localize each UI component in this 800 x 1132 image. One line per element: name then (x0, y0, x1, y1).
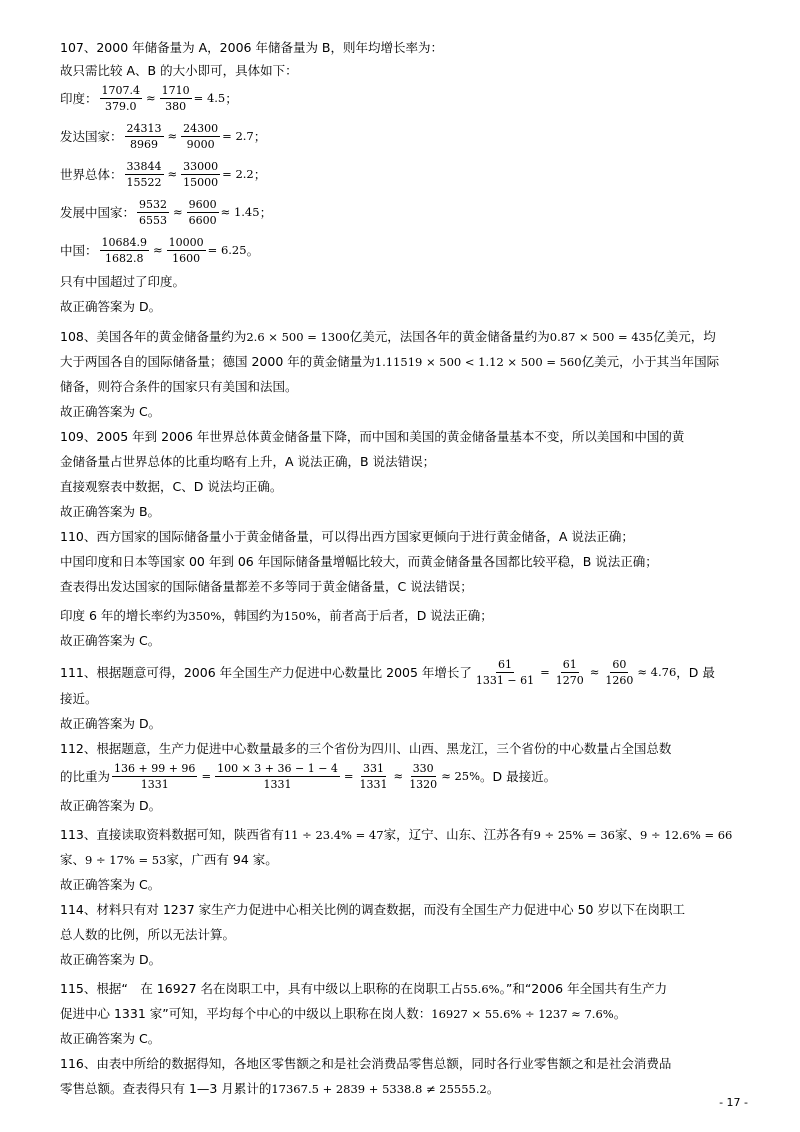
q112-fraction-2: $\frac{100 \times 3 + 36 - 1 - 4}{1331}$ (217, 761, 338, 791)
q111-answer: 故正确答案为 D。 (60, 716, 162, 731)
document-body (60, 40, 750, 1097)
q113-math-4: 9 ÷ 17% = 53 (85, 853, 167, 867)
q107-fraction-approx: $\frac{1710}{380}$ (161, 83, 190, 113)
q107-answer: 故正确答案为 D。 (60, 299, 162, 314)
q111-fraction-3: $\frac{60}{1260}$ (605, 657, 634, 687)
q107-row: 中国： $\frac{10684.9}{1682.8}$ ≈ $\frac{10000}{1600}$ = 6.25 。 (60, 235, 260, 265)
q111-result: ≈ 4.76 (637, 665, 677, 679)
q113-answer: 故正确答案为 C。 (60, 877, 161, 892)
q107-row-label: 印度： (60, 91, 98, 106)
q112-line-1: 112、根据题意，生产力促进中心数量最多的三个省份为四川、山西、黑龙江，三个省份的中心数量占全国总数 (60, 741, 672, 756)
q107-row-label: 发展中国家： (60, 205, 136, 220)
q107-intro: 107、2000 年储备量为 A，2006 年储备量为 B，则年均增长率为： (60, 40, 444, 55)
q110-answer: 故正确答案为 C。 (60, 633, 161, 648)
q109-line-2: 金储备量占世界总体的比重均略有上升，A 说法正确，B 说法错误； (60, 454, 436, 469)
q116-line-2: 零售总额。查表得只有 1—3 月累计的17367.5 + 2839 + 5338.8 ≠ 25555.2。 (60, 1081, 500, 1096)
q107-fraction-list (60, 79, 750, 269)
q111-fraction-1: $\frac{61}{1331 - 61}$ (475, 657, 535, 687)
q107-fraction-approx: $\frac{33000}{15000}$ (183, 159, 219, 189)
q107-row-result: = 2.7 (222, 129, 254, 143)
q112-answer: 故正确答案为 D。 (60, 798, 162, 813)
q116-line-1: 116、由表中所给的数据得知，各地区零售额之和是社会消费品零售总额，同时各行业零售额之和是社会消费品 (60, 1056, 672, 1071)
q108-line-1: 108、美国各年的黄金储备量约为2.6 × 500 = 1300亿美元，法国各年的黄金储备量约为0.87 × 500 = 435亿美元，均 (60, 329, 716, 344)
q107-fraction-exact: $\frac{9532}{6553}$ (139, 197, 168, 227)
q109-line-1: 109、2005 年到 2006 年世界总体黄金储备量下降，而中国和美国的黄金储备量基本不变，所以美国和中国的黄 (60, 429, 685, 444)
q113-math-2: 9 ÷ 25% = 36 (533, 828, 615, 842)
q107-fraction-approx: $\frac{24300}{9000}$ (183, 121, 219, 151)
q111-line-2: 接近。 (60, 691, 98, 706)
q107-fraction-approx: $\frac{10000}{1600}$ (168, 235, 204, 265)
q107-row-result: ≈ 1.45 (220, 205, 260, 219)
q112-result: ≈ 25% (441, 769, 481, 783)
q113-math-1: 11 ÷ 23.4% = 47 (283, 828, 384, 842)
q112-fraction-4: $\frac{330}{1320}$ (409, 761, 438, 791)
q108-answer: 故正确答案为 C。 (60, 404, 161, 419)
q112-fraction-1: $\frac{136 + 99 + 96}{1331}$ (114, 761, 196, 791)
q110-line-1: 110、西方国家的国际储备量小于黄金储备量，可以得出西方国家更倾向于进行黄金储备，A 说法正确； (60, 529, 634, 544)
q115-math-1: 55.6% (463, 982, 500, 996)
q109-answer: 故正确答案为 B。 (60, 504, 161, 519)
q114-line-1: 114、材料只有对 1237 家生产力促进中心相关比例的调查数据，而没有全国生产力促进中心 50 岁以下在岗职工 (60, 902, 685, 917)
q116-math-1: 17367.5 + 2839 + 5338.8 ≠ 25555.2 (271, 1082, 487, 1096)
page-number: - 17 - (719, 1096, 748, 1109)
q110-line-4: 印度 6 年的增长率约为350%，韩国约为150%，前者高于后者，D 说法正确； (60, 608, 493, 623)
q110-line-2: 中国印度和日本等国家 00 年到 06 年国际储备量增幅比较大，而黄金储备量各国都比较平稳，B 说法正确； (60, 554, 658, 569)
q113-line-1: 113、直接读取资料数据可知，陕西省有11 ÷ 23.4% = 47家，辽宁、山东、江苏各有9 ÷ 25% = 36家、9 ÷ 12.6% = 66 (60, 827, 733, 842)
q108-math-1: 2.6 × 500 = 1300 (246, 330, 350, 344)
q107-row-result: = 2.2 (222, 167, 254, 181)
q107-row: 印度： $\frac{1707.4}{379.0}$ ≈ $\frac{1710}{380}$ = 4.5 ； (60, 83, 238, 113)
q113-line-2: 家、9 ÷ 17% = 53家，广西有 94 家。 (60, 852, 278, 867)
q108-line-2: 大于两国各自的国际储备量；德国 2000 年的黄金储量为1.11519 × 500 < 1.12 × 500 = 560亿美元，小于其当年国际 (60, 354, 720, 369)
q114-line-2: 总人数的比例，所以无法计算。 (60, 927, 236, 942)
q114-answer: 故正确答案为 D。 (60, 952, 162, 967)
q107-fraction-approx: $\frac{9600}{6600}$ (188, 197, 217, 227)
q107-fraction-exact: $\frac{24313}{8969}$ (126, 121, 162, 151)
q107-row-label: 中国： (60, 243, 98, 258)
q107-compare: 故只需比较 A、B 的大小即可，具体如下： (60, 63, 298, 78)
q107-row-label: 发达国家： (60, 129, 123, 144)
q108-math-2: 0.87 × 500 = 435 (549, 330, 654, 344)
q107-row-result: = 4.5 (193, 91, 226, 105)
q112-line-2: 的比重为 $\frac{136 + 99 + 96}{1331}$ = $\frac{100 \times 3 + 36 - 1 - 4}{1331}$ = $\frac{331}{1331}$ ≈ $\frac{330}{1320}$ ≈ 25% 。D 最接近。 (60, 761, 557, 791)
q107-row: 发展中国家： $\frac{9532}{6553}$ ≈ $\frac{9600}{6600}$ ≈ 1.45 ； (60, 197, 273, 227)
q110-math-1: 350% (188, 609, 222, 623)
q115-line-1: 115、根据“ 在 16927 名在岗职工中，具有中级以上职称的在岗职工占55.6%。”和“2006 年全国共有生产力 (60, 981, 668, 996)
q113-math-3: 9 ÷ 12.6% = 66 (640, 828, 733, 842)
q107-fraction-exact: $\frac{10684.9}{1682.8}$ (101, 235, 148, 265)
q107-row: 发达国家： $\frac{24313}{8969}$ ≈ $\frac{24300}{9000}$ = 2.7 ； (60, 121, 267, 151)
q115-answer: 故正确答案为 C。 (60, 1031, 161, 1046)
q107-fraction-exact: $\frac{1707.4}{379.0}$ (101, 83, 141, 113)
q108-line-3: 储备，则符合条件的国家只有美国和法国。 (60, 379, 298, 394)
q108-math-3: 1.11519 × 500 < 1.12 × 500 = 560 (374, 355, 582, 369)
q107-row-result: = 6.25 (207, 243, 247, 257)
q107-fraction-exact: $\frac{33844}{15522}$ (126, 159, 162, 189)
q110-line-3: 查表得出发达国家的国际储备量都差不多等同于黄金储备量，C 说法错误； (60, 579, 473, 594)
q112-fraction-3: $\frac{331}{1331}$ (359, 761, 388, 791)
q115-line-2: 促进中心 1331 家”可知，平均每个中心的中级以上职称在岗人数：16927 × 55.6% ÷ 1237 ≈ 7.6%。 (60, 1006, 627, 1021)
q111-line-1: 111、根据题意可得，2006 年全国生产力促进中心数量比 2005 年增长了 $\frac{61}{1331 - 61}$ = $\frac{61}{1270}$ ≈ $\frac{60}{1260}$ ≈ 4.76 ，D 最 (60, 657, 715, 687)
q107-row: 世界总体： $\frac{33844}{15522}$ ≈ $\frac{33000}{15000}$ = 2.2 ； (60, 159, 267, 189)
q115-math-2: 16927 × 55.6% ÷ 1237 ≈ 7.6% (431, 1007, 614, 1021)
q109-line-3: 直接观察表中数据，C、D 说法均正确。 (60, 479, 283, 494)
q107-row-label: 世界总体： (60, 167, 123, 182)
q107-conclusion: 只有中国超过了印度。 (60, 274, 186, 289)
q111-fraction-2: $\frac{61}{1270}$ (555, 657, 584, 687)
q110-math-2: 150% (283, 609, 317, 623)
